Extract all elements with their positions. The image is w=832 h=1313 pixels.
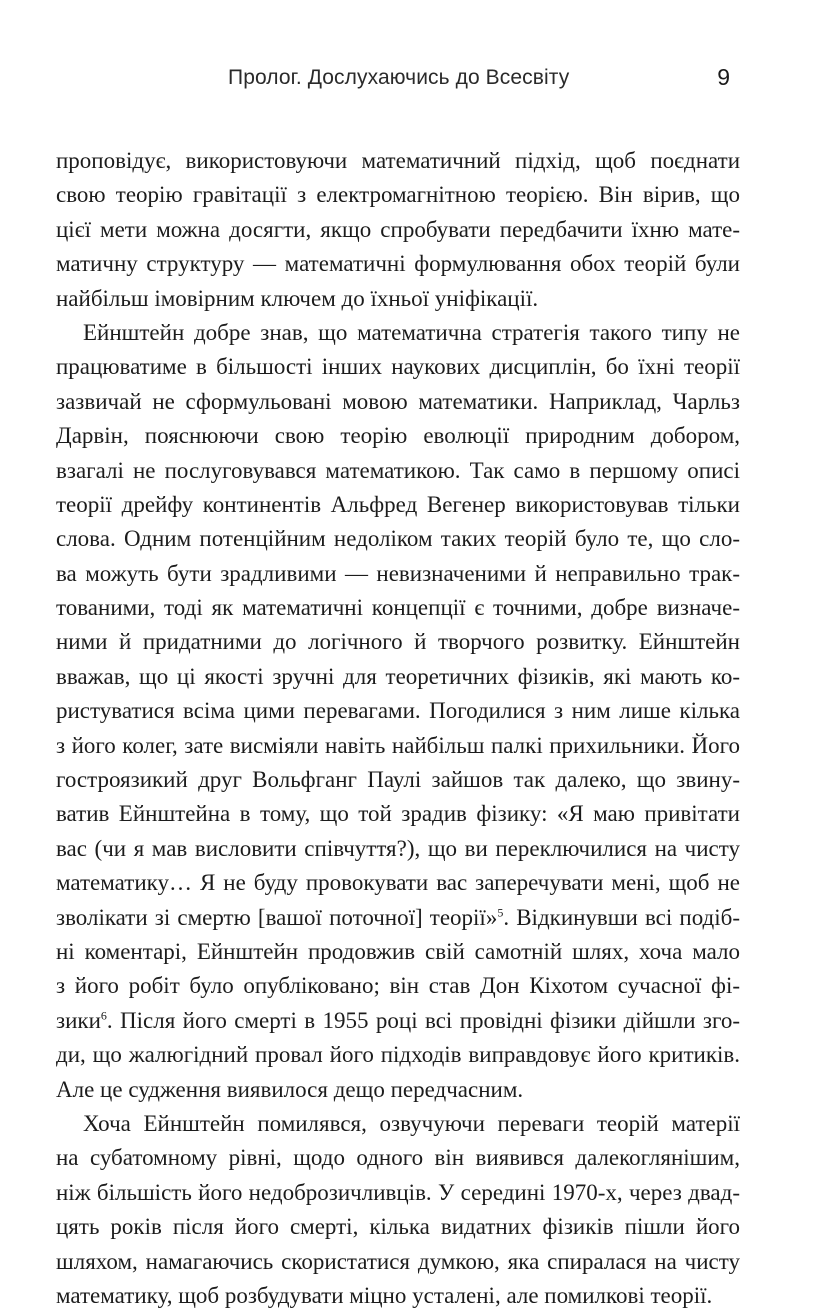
paragraph-1 [56, 144, 740, 316]
text-line: на субатомному рівні, щодо одного він виявився далекоглянішим, [56, 1145, 740, 1171]
page-number: 9 [717, 64, 730, 90]
text-line: з його колег, зате висміяли навіть найбільш палкі прихильники. Його [56, 732, 740, 758]
body-text [56, 144, 740, 1313]
text-line: Дарвін, пояснюючи свою теорію еволюції природним добором, [56, 423, 740, 449]
paragraph-3 [56, 1107, 740, 1313]
text-line: з його робіт було опубліковано; він став Дон Кіхотом сучасної фі- [56, 973, 740, 999]
text-line [56, 901, 740, 935]
text-line: математику, щоб розбудувати міцно усталені, але помилкові теорії. [56, 1282, 713, 1308]
text-line: цять років після його смерті, кілька видатних фізиків пішли його [56, 1214, 740, 1240]
text-line: математику… Я не буду провокувати вас заперечувати мені, щоб не [56, 870, 740, 896]
text-line: теорії дрейфу континентів Альфред Вегенер використовував тільки [56, 491, 740, 517]
line-text: зволікати зі смертю [вашої поточної] теорії» [56, 904, 498, 930]
page-header [56, 62, 740, 102]
text-line: слова. Одним потенційним недоліком таких теорій було те, що сло- [56, 526, 740, 552]
text-line: ні коментарі, Ейнштейн продовжив свій самотній шлях, хоча мало [56, 938, 740, 964]
text-line: ди, що жалюгідний провал його підходів виправдовує його критиків. [56, 1042, 740, 1068]
text-line: ніж більшість його недоброзичливців. У середині 1970-х, через двад- [56, 1179, 740, 1205]
line-text: зики [56, 1007, 101, 1033]
footnote-marker: 6 [100, 1008, 107, 1023]
text-line: Але це судження виявилося дещо передчасним. [56, 1076, 524, 1102]
text-line: цієї мети можна досягти, якщо спробувати передбачити їхню мате- [56, 216, 740, 242]
text-line: матичну структуру — математичні формулювання обох теорій були [56, 251, 740, 277]
text-line: тованими, тоді як математичні концепції є точними, добре визначе- [56, 595, 740, 621]
text-line: ристуватися всіма цими перевагами. Погодилися з ним лише кілька [56, 698, 740, 724]
text-line: гостроязикий друг Вольфганг Паулі зайшов так далеко, що звину- [56, 767, 740, 793]
text-line: взагалі не послуговувався математикою. Так само в першому описі [56, 457, 740, 483]
text-line: працюватиме в більшості інших наукових дисциплін, бо їхні теорії [56, 354, 740, 380]
text-line: вважав, що ці якості зручні для теоретичних фізиків, які мають ко- [56, 663, 740, 689]
text-line: ва можуть бути зрадливими — невизначеними й неправильно трак- [56, 560, 740, 586]
text-line: проповідує, використовуючи математичний підхід, щоб поєднати [56, 148, 740, 173]
text-line: вас (чи я мав висловити співчуття?), що ви переключилися на чисту [56, 835, 740, 861]
line-text: . Після його смерті в 1955 році всі провідні фізики дійшли зго- [106, 1007, 740, 1033]
running-head: Пролог. Дослухаючись до Всесвіту [228, 66, 570, 89]
text-line: шляхом, намагаючись скористатися думкою, яка спиралася на чисту [56, 1248, 740, 1274]
footnote-marker: 5 [497, 904, 504, 919]
text-line: ватив Ейнштейна в тому, що той зрадив фізику: «Я маю привітати [56, 801, 740, 827]
text-line: зазвичай не сформульовані мовою математики. Наприклад, Чарльз [56, 388, 740, 414]
paragraph-2 [56, 316, 740, 1107]
text-line [56, 1004, 740, 1038]
text-line: найбільш імовірним ключем до їхньої уніфікації. [56, 285, 539, 311]
line-text: . Відкинувши всі подіб- [503, 904, 740, 930]
text-line: свою теорію гравітації з електромагнітною теорією. Він вірив, що [56, 182, 740, 208]
text-line: Хоча Ейнштейн помилявся, озвучуючи переваги теорій матерії [83, 1110, 740, 1136]
text-line: ними й придатними до логічного й творчого розвитку. Ейнштейн [56, 629, 740, 655]
text-line: Ейнштейн добре знав, що математична стратегія такого типу не [83, 319, 740, 345]
